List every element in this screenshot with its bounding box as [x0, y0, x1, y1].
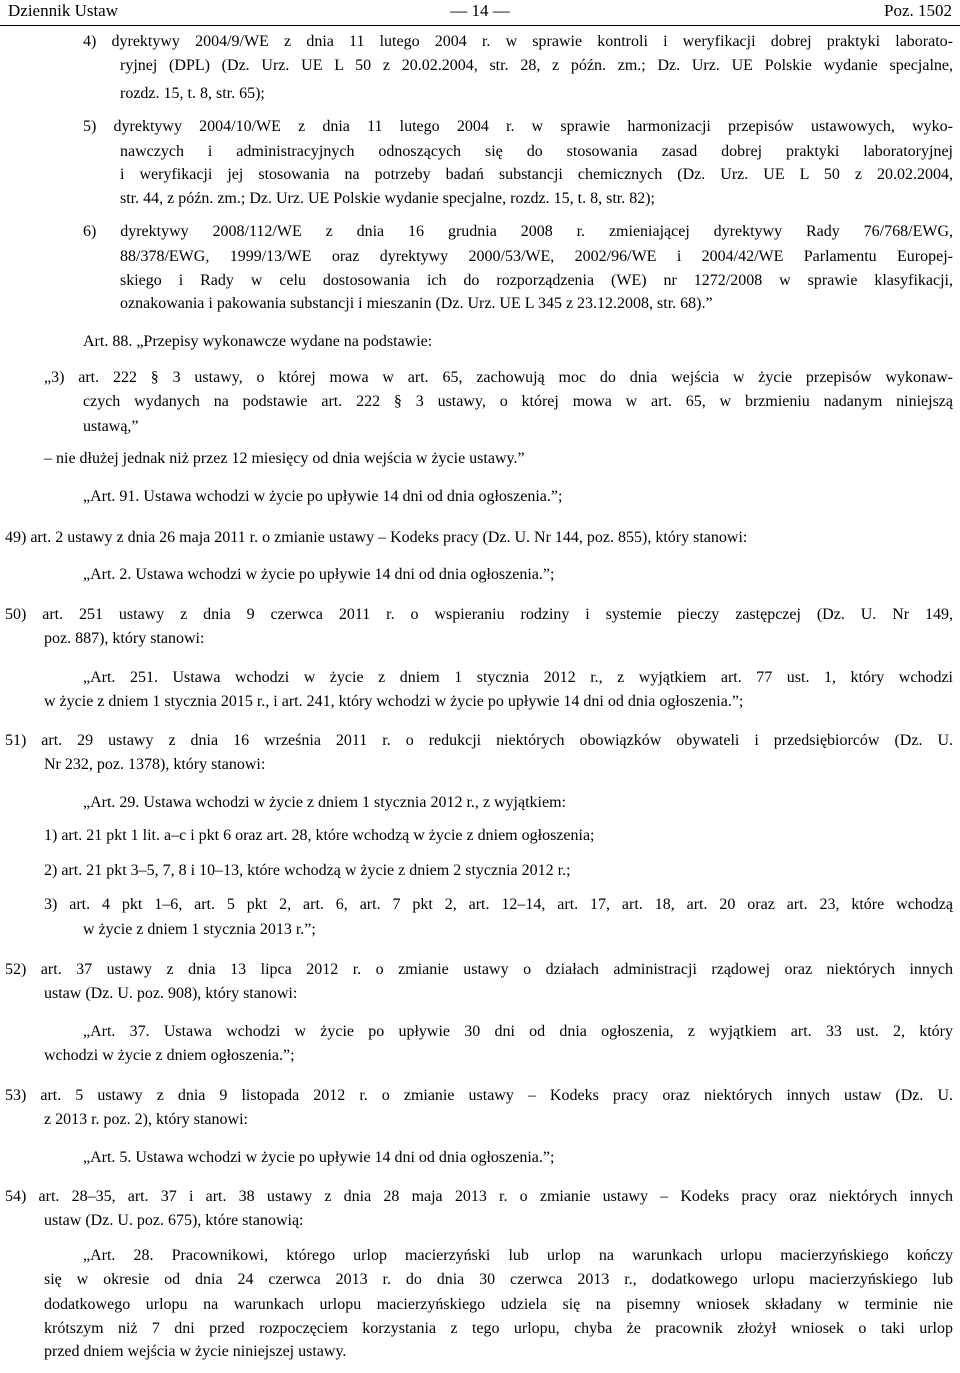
text-line: skiego i Rady w celu dostosowania ich do rozporządzenia (WE) nr 1272/2008 w sprawie klasyfikacji, [120, 272, 953, 289]
text-line: „Art. 29. Ustawa wchodzi w życie z dniem 1 stycznia 2012 r., z wyjątkiem: [83, 794, 566, 811]
text-line: nawczych i administracyjnych odnoszących się do stosowania zasad dobrej praktyki laboratoryjnej [120, 143, 953, 160]
text-line: „3) art. 222 § 3 ustawy, o której mowa w art. 65, zachowują moc do dnia wejścia w życie przepisów wykonaw- [44, 369, 953, 386]
text-line: „Art. 37. Ustawa wchodzi w życie po upływie 30 dni od dnia ogłoszenia, z wyjątkiem art. 33 ust. 2, który [83, 1023, 953, 1040]
text-line: 88/378/EWG, 1999/13/WE oraz dyrektywy 2000/53/WE, 2002/96/WE i 2004/42/WE Parlamentu Europej- [120, 248, 953, 265]
text-line: – nie dłużej jednak niż przez 12 miesięcy od dnia wejścia w życie ustawy.” [44, 450, 525, 467]
text-line: 54) art. 28–35, art. 37 i art. 38 ustawy z dnia 28 maja 2013 r. o zmianie ustawy – Kodeks pracy oraz niektórych innych [5, 1188, 953, 1205]
text-line: 3) art. 4 pkt 1–6, art. 5 pkt 2, art. 6, art. 7 pkt 2, art. 12–14, art. 17, art. 18, art. 20 oraz art. 23, które wchodzą [44, 896, 953, 913]
text-line: 49) art. 2 ustawy z dnia 26 maja 2011 r. o zmianie ustawy – Kodeks pracy (Dz. U. Nr 144, poz. 855), który stanowi: [5, 529, 748, 546]
text-line: Art. 88. „Przepisy wykonawcze wydane na podstawie: [83, 333, 433, 350]
text-line: „Art. 91. Ustawa wchodzi w życie po upływie 14 dni od dnia ogłoszenia.”; [83, 488, 563, 505]
text-line: rozdz. 15, t. 8, str. 65); [120, 85, 265, 102]
journal-title: Dziennik Ustaw [8, 1, 119, 20]
text-line: „Art. 2. Ustawa wchodzi w życie po upływie 14 dni od dnia ogłoszenia.”; [83, 566, 555, 583]
text-line: 4) dyrektywy 2004/9/WE z dnia 11 lutego 2004 r. w sprawie kontroli i weryfikacji dobrej praktyki laborato- [83, 33, 953, 50]
text-line: przed dniem wejścia w życie niniejszej ustawy. [44, 1343, 347, 1360]
text-line: ustaw (Dz. U. poz. 675), które stanowią: [44, 1212, 304, 1229]
text-line: krótszym niż 7 dni przed rozpoczęciem korzystania z tego urlopu, chyba że pracownik złożył wniosek o taki urlop [44, 1320, 953, 1337]
text-line: z 2013 r. poz. 2), który stanowi: [44, 1111, 248, 1128]
text-line: 50) art. 251 ustawy z dnia 9 czerwca 2011 r. o wspieraniu rodziny i systemie pieczy zastępczej (Dz. U. Nr 149, [5, 606, 953, 623]
text-line: „Art. 5. Ustawa wchodzi w życie po upływie 14 dni od dnia ogłoszenia.”; [83, 1149, 555, 1166]
text-line: 2) art. 21 pkt 3–5, 7, 8 i 10–13, które wchodzą w życie z dniem 2 stycznia 2012 r.; [44, 862, 571, 879]
text-line: ustaw (Dz. U. poz. 908), który stanowi: [44, 985, 298, 1002]
text-line: dodatkowego urlopu na warunkach urlopu macierzyńskiego udziela się na pisemny wniosek składany w terminie nie [44, 1296, 953, 1313]
text-line: „Art. 251. Ustawa wchodzi w życie z dniem 1 stycznia 2012 r., z wyjątkiem art. 77 ust. 1, który wchodzi [83, 669, 953, 686]
text-line: się w okresie od dnia 24 czerwca 2013 r. do dnia 30 czerwca 2013 r., dodatkowego urlopu macierzyńskiego lub [44, 1271, 953, 1288]
text-line: i weryfikacji jej stosowania na potrzeby badań substancji chemicznych (Dz. Urz. UE L 50 z 20.02.2004, [120, 166, 953, 183]
text-line: w życie z dniem 1 stycznia 2015 r., i art. 241, który wchodzi w życie po upływie 14 dni od dnia ogłoszenia.”; [44, 693, 744, 710]
text-line: ustawą,” [83, 418, 139, 435]
text-line: poz. 887), który stanowi: [44, 630, 205, 647]
text-line: 6) dyrektywy 2008/112/WE z dnia 16 grudnia 2008 r. zmieniającej dyrektywy Rady 76/768/EWG, [83, 223, 953, 240]
text-line: 52) art. 37 ustawy z dnia 13 lipca 2012 r. o zmianie ustawy o działach administracji rządowej oraz niektórych innych [5, 961, 953, 978]
text-line: ryjnej (DPL) (Dz. Urz. UE L 50 z 20.02.2004, str. 28, z późn. zm.; Dz. Urz. UE Polskie wydanie specjalne, [120, 57, 953, 74]
position-number: Poz. 1502 [884, 1, 952, 20]
text-line: 51) art. 29 ustawy z dnia 16 września 2011 r. o redukcji niektórych obowiązków obywateli i przedsiębiorców (Dz. U. [5, 732, 953, 749]
text-line: wchodzi w życie z dniem ogłoszenia.”; [44, 1047, 295, 1064]
text-line: 1) art. 21 pkt 1 lit. a–c i pkt 6 oraz art. 28, które wchodzą w życie z dniem ogłoszenia; [44, 827, 595, 844]
text-line: w życie z dniem 1 stycznia 2013 r.”; [83, 921, 316, 938]
text-line: „Art. 28. Pracownikowi, którego urlop macierzyński lub urlop na warunkach urlopu macierzyńskiego kończy [83, 1247, 953, 1264]
page-number: — 14 — [450, 1, 510, 20]
text-line: czych wydanych na podstawie art. 222 § 3 ustawy, o której mowa w art. 65, w brzmieniu nadanym niniejszą [83, 393, 953, 410]
text-line: 53) art. 5 ustawy z dnia 9 listopada 2012 r. o zmianie ustawy – Kodeks pracy oraz niektórych innych ustaw (Dz. U. [5, 1087, 953, 1104]
text-line: Nr 232, poz. 1378), który stanowi: [44, 756, 266, 773]
text-line: str. 44, z późn. zm.; Dz. Urz. UE Polskie wydanie specjalne, rozdz. 15, t. 8, str. 82); [120, 190, 655, 207]
text-line: oznakowania i pakowania substancji i mieszanin (Dz. Urz. UE L 345 z 23.12.2008, str. 68).” [120, 295, 713, 312]
text-line: 5) dyrektywy 2004/10/WE z dnia 11 lutego 2004 r. w sprawie harmonizacji przepisów ustawowych, wyko- [83, 118, 953, 135]
